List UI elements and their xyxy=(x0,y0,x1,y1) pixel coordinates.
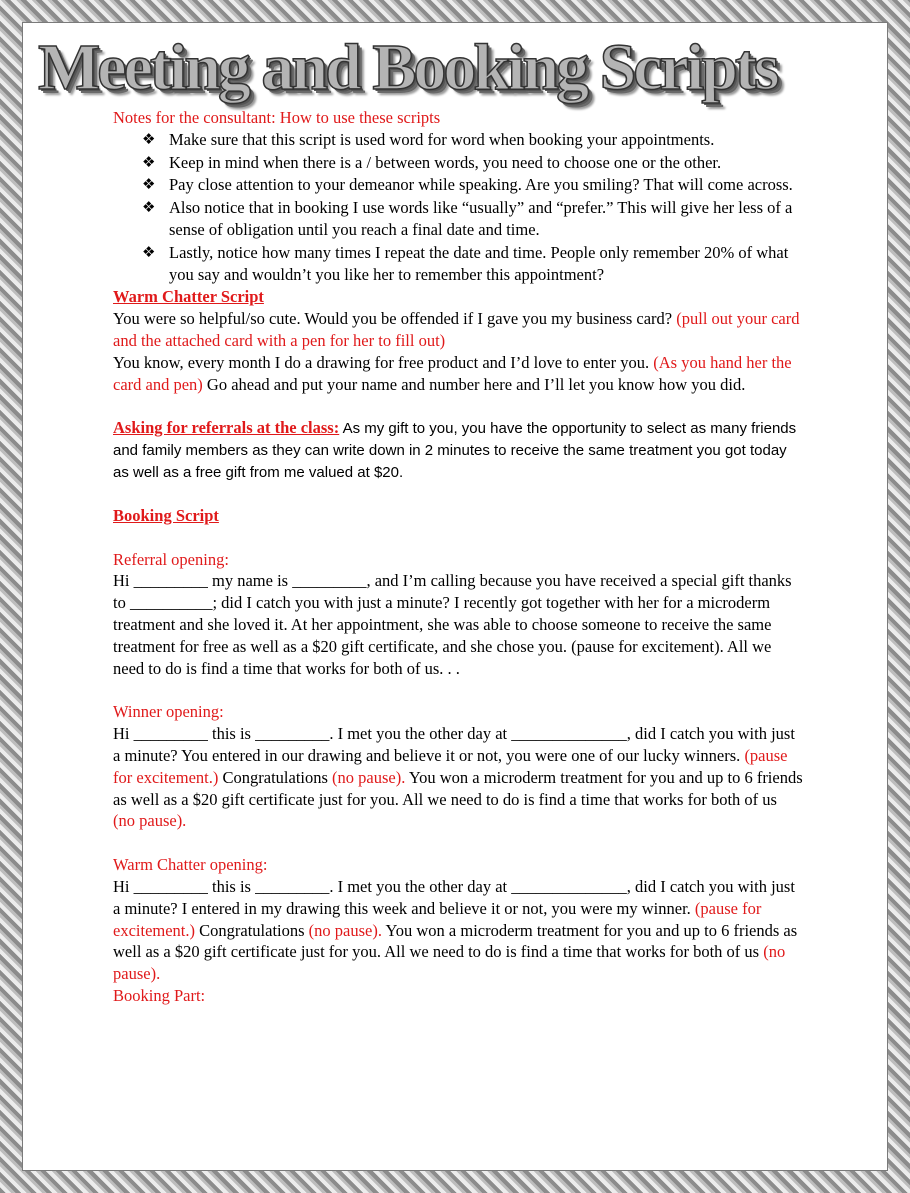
referral-opening-text: Hi _________ my name is _________, and I’m calling because you have received a special gift thanks to __________; did I catch you with just a minute? I recently got together with her for a microderm treatment and she loved it. At her appointment, she was able to choose someone to receive the same treatment for free as well as a $20 gift certificate, and she chose you. (pause for excitement). All we need to do is find a time that works for both of us. . . xyxy=(113,571,792,678)
diamond-bullet-icon: ❖ xyxy=(142,175,156,194)
list-item: ❖ Make sure that this script is used word for word when booking your appointments. xyxy=(142,129,715,149)
spacer xyxy=(113,527,803,549)
spacer xyxy=(113,483,803,505)
list-item: ❖ Pay close attention to your demeanor while speaking. Are you smiling? That will come across. xyxy=(142,175,793,195)
warm-chatter-line-2: You know, every month I do a drawing for free product and I’d love to enter you. (As you hand her the card and pen) Go ahead and put your name and number here and I’ll let you know how you did. xyxy=(113,352,792,394)
list-item: ❖ Lastly, notice how many times I repeat the date and time. People only remember 20% of what you say and wouldn’t you like her to remember this appointment? xyxy=(142,242,789,284)
spacer xyxy=(113,395,803,417)
diamond-bullet-icon: ❖ xyxy=(142,242,156,261)
page-title: Meeting and Booking Scripts xyxy=(38,31,777,104)
warm-chatter-heading: Warm Chatter Script xyxy=(113,287,264,307)
document-body xyxy=(113,107,803,1007)
winner-opening-text: Hi _________ this is _________. I met you the other day at ______________, did I catch you with just a minute? You entered in our drawing and believe it or not, you were one of our lucky winners. (pause for excitement.) Congratulations (no pause). You won a microderm treatment for you and up to 6 friends as well as a $20 gift certificate just for you. All we need to do is find a time that works for both of us (no pause). xyxy=(113,724,803,831)
warm-chatter-line-1: You were so helpful/so cute. Would you be offended if I gave you my business card? (pull out your card and the attached card with a pen for her to fill out) xyxy=(113,309,800,350)
diamond-bullet-icon: ❖ xyxy=(142,152,156,171)
spacer xyxy=(113,679,803,701)
warm-chatter-opening-text: Hi _________ this is _________. I met you the other day at ______________, did I catch you with just a minute? I entered in my drawing this week and believe it or not, you were my winner. (pause for excitement.) Congratulations (no pause). You won a microderm treatment for you and up to 6 friends as well as a $20 gift certificate just for you. All we need to do is find a time that works for both of us (no pause). xyxy=(113,876,798,984)
list-item: ❖ Keep in mind when there is a / between words, you need to choose one or the other. xyxy=(142,152,722,172)
referrals-paragraph: Asking for referrals at the class: As my gift to you, you have the opportunity to select as many friends and family members as they can write down in 2 minutes to receive the same treatment you got today as well as a free gift from me valued at $20. xyxy=(113,418,797,481)
spacer xyxy=(113,832,803,854)
diamond-bullet-icon: ❖ xyxy=(142,198,156,217)
referral-opening-label: Referral opening: xyxy=(113,549,229,569)
diamond-bullet-icon: ❖ xyxy=(142,129,156,148)
notes-list xyxy=(113,129,803,286)
notes-heading: Notes for the consultant: How to use these scripts xyxy=(113,108,441,127)
booking-part-label: Booking Part: xyxy=(113,985,206,1005)
booking-script-heading: Booking Script xyxy=(113,505,219,525)
warm-chatter-opening-label: Warm Chatter opening: xyxy=(113,855,268,875)
list-item: ❖ Also notice that in booking I use words like “usually” and “prefer.” This will give her less of a sense of obligation until you reach a final date and time. xyxy=(142,198,793,239)
winner-opening-label: Winner opening: xyxy=(113,702,224,722)
